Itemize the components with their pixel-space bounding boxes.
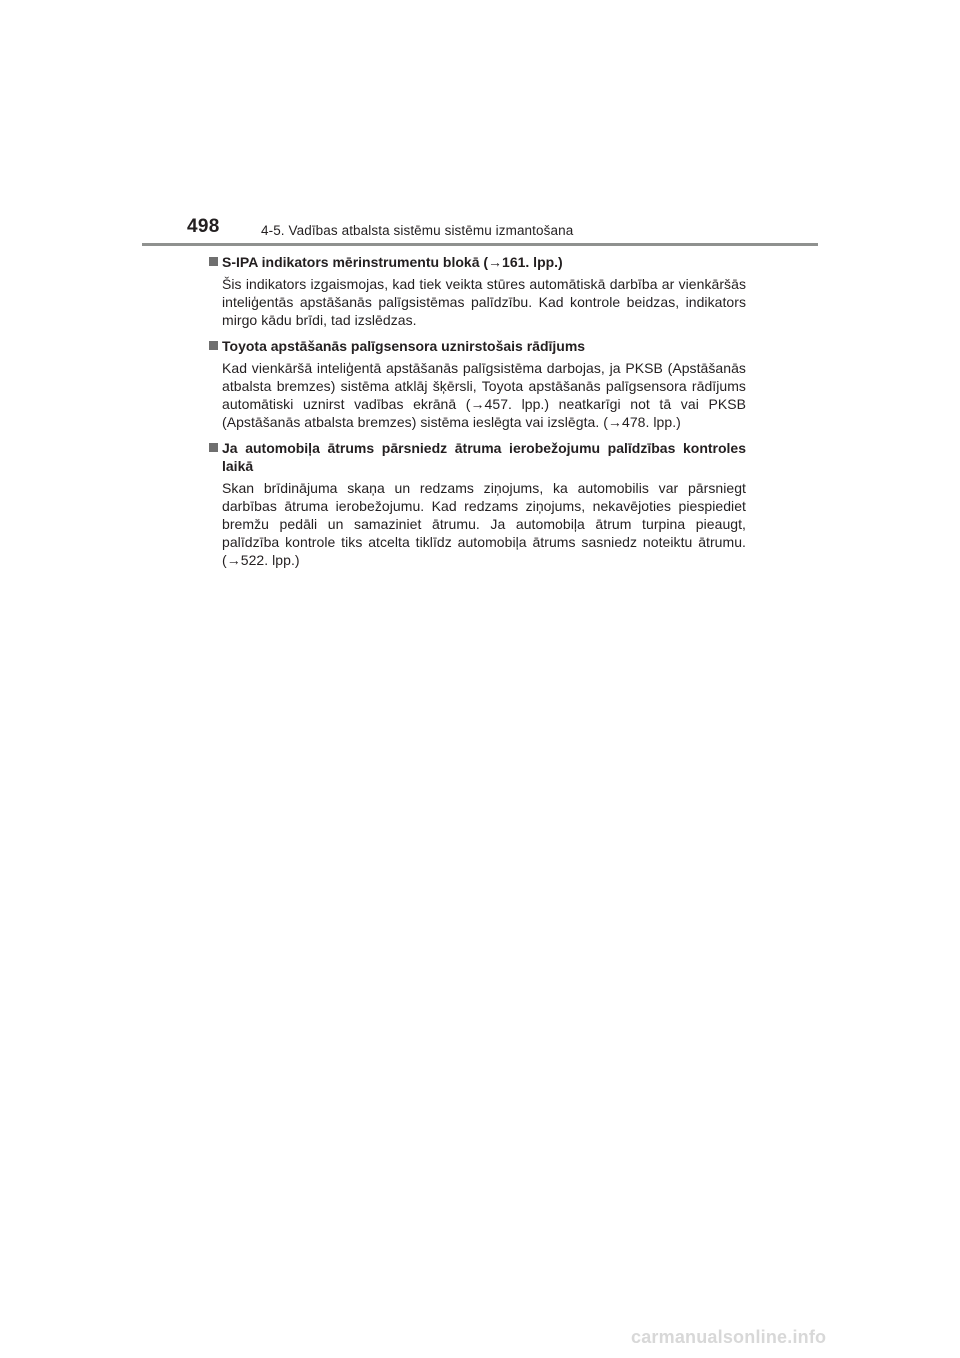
section-s-ipa-indicator: [209, 253, 746, 329]
section-heading: [209, 253, 746, 271]
section-speed-limit-exceeded: [209, 439, 746, 569]
section-parking-sensor-popup: [209, 337, 746, 431]
section-heading: [209, 337, 746, 355]
section-body: Kad vienkāršā inteliģentā apstāšanās palīgsistēma darbojas, ja PKSB (Apstāšanās atbalsta bremzes) sistēma atklāj šķērsli, Toyota apstāšanās palīgsensora rādījums automātiski uznirst vadības ekrānā (→457. lpp.) neatkarīgi not tā vai PKSB (Apstāšanās atbalsta bremzes) sistēma ieslēgta vai izslēgta. (→478. lpp.): [222, 360, 746, 430]
section-heading-text: Ja automobiļa ātrums pārsniedz ātruma ierobežojumu palīdzības kontroles laikā: [222, 440, 746, 474]
header-divider: [142, 243, 818, 246]
section-heading-text: Toyota apstāšanās palīgsensora uznirstošais rādījums: [222, 338, 586, 354]
section-body: Skan brīdinājuma skaņa un redzams ziņojums, ka automobilis var pārsniegt darbības ātruma ierobežojumu. Kad redzams ziņojums, nekavējoties piespiediet bremžu pedāli un samaziniet ātrumu. Ja automobiļa ātrum turpina pieaugt, palīdzība kontrole tiks atcelta tiklīdz automobiļa ātrums sasniedz noteiktu ātrumu. (→522. lpp.): [222, 480, 746, 568]
square-bullet-icon: [209, 257, 218, 266]
chapter-title: 4-5. Vadības atbalsta sistēmu sistēmu izmantošana: [261, 223, 574, 238]
watermark-link[interactable]: carmanualsonline.info: [631, 1327, 827, 1347]
page-number: 498: [187, 216, 220, 237]
section-heading-text: S-IPA indikators mērinstrumentu blokā (→161. lpp.): [222, 254, 563, 270]
square-bullet-icon: [209, 341, 218, 350]
page-content: [209, 253, 746, 577]
section-body: Šis indikators izgaismojas, kad tiek veikta stūres automātiskā darbība ar vienkāršās inteliģentās apstāšanās palīgsistēmas palīdzību. Kad kontrole beidzas, indikators mirgo kādu brīdi, tad izslēdzas.: [222, 276, 746, 328]
square-bullet-icon: [209, 443, 218, 452]
section-heading: [209, 439, 746, 475]
